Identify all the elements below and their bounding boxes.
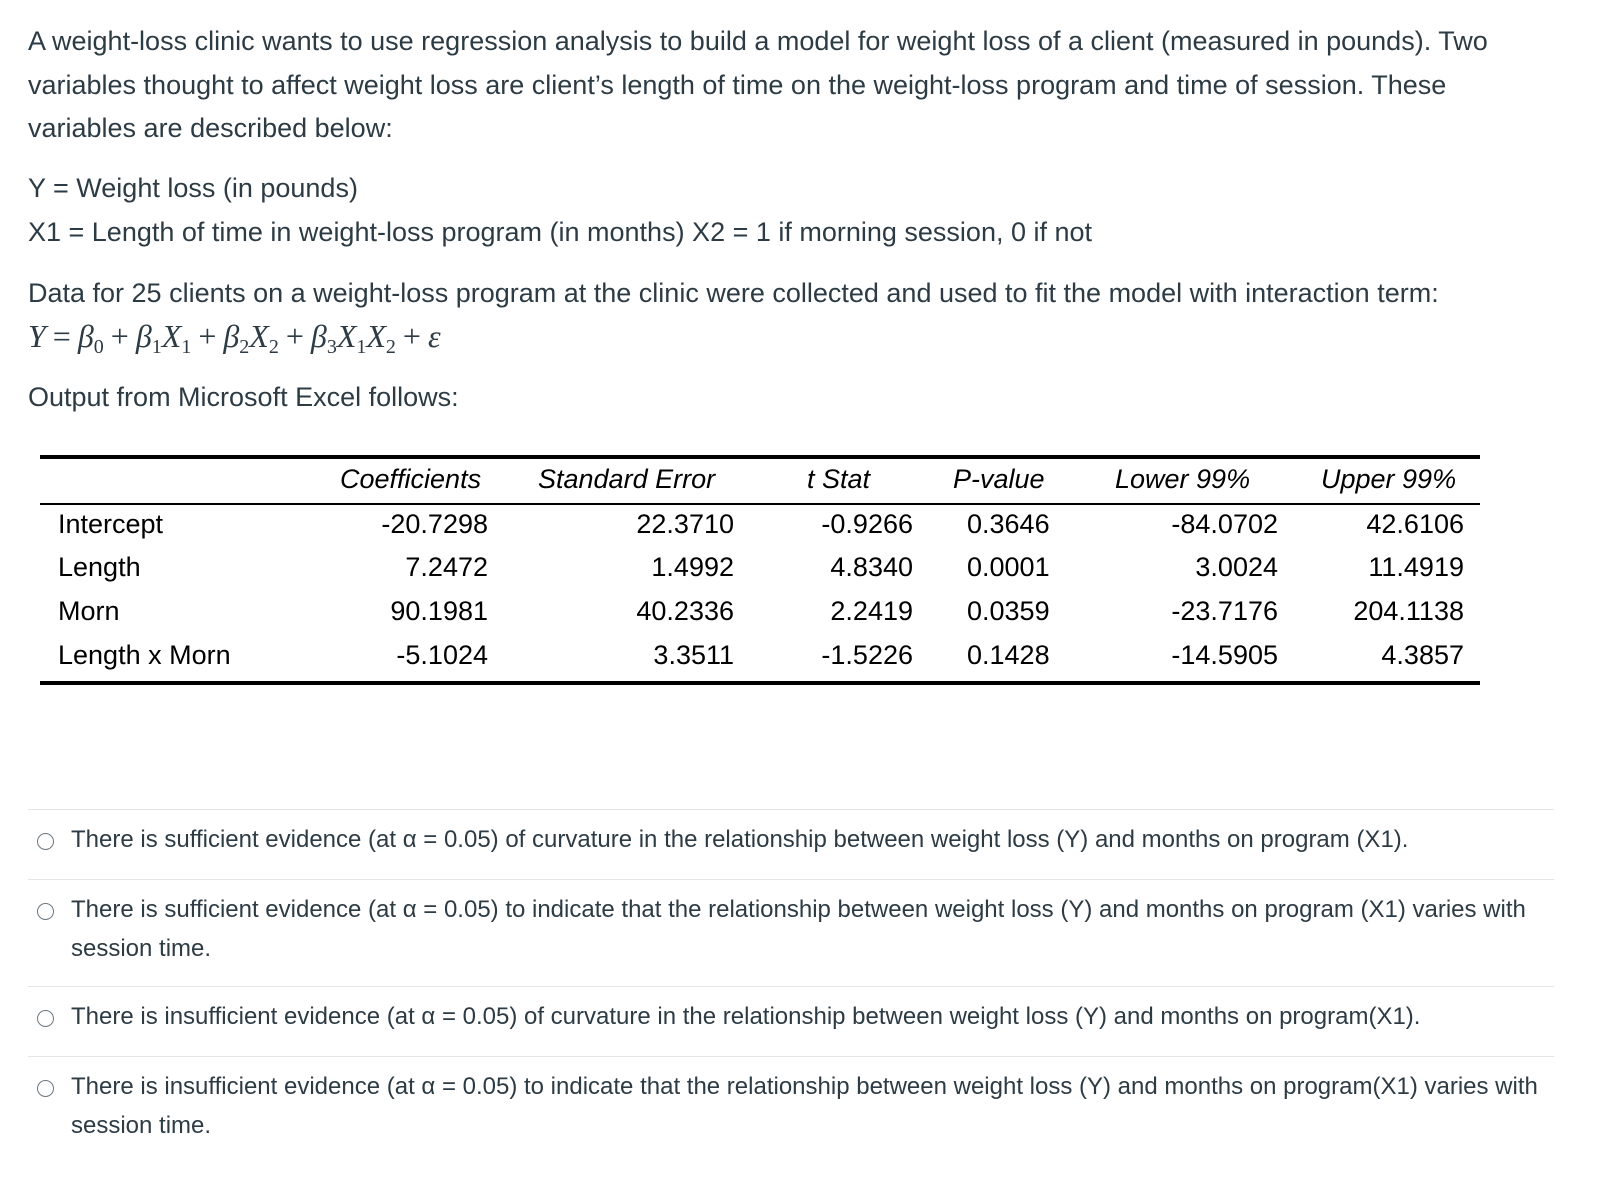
header-standard-error: Standard Error bbox=[538, 464, 716, 494]
cell-se: 22.3710 bbox=[636, 509, 734, 539]
cell-t: -0.9266 bbox=[821, 509, 913, 539]
regression-output-table bbox=[40, 455, 1480, 685]
cell-t: 4.8340 bbox=[830, 552, 913, 582]
cell-lower: -84.0702 bbox=[1171, 509, 1278, 539]
row-label-intercept: Intercept bbox=[58, 509, 164, 539]
option-divider bbox=[28, 1056, 1554, 1057]
option-divider bbox=[28, 809, 1554, 810]
table-rule-top bbox=[40, 455, 1480, 459]
output-intro: Output from Microsoft Excel follows: bbox=[28, 382, 459, 412]
variable-y: Y = Weight loss (in pounds) bbox=[28, 173, 358, 203]
cell-coef: 90.1981 bbox=[390, 596, 488, 626]
cell-p: 0.3646 bbox=[967, 509, 1050, 539]
cell-p: 0.1428 bbox=[967, 640, 1050, 670]
question-intro: A weight-loss clinic wants to use regression analysis to build a model for weight loss of a client (measured in pounds). Two variables thought to affect weight loss are client’s length of time on the weight-loss program and time of session. These variables are described below: bbox=[28, 26, 1488, 143]
header-p-value: P-value bbox=[953, 464, 1045, 494]
answer-option-text: There is sufficient evidence (at α = 0.05) of curvature in the relationship between weight loss (Y) and months on program (X1). bbox=[71, 826, 1409, 853]
cell-t: 2.2419 bbox=[830, 596, 913, 626]
radio-button[interactable] bbox=[37, 1080, 54, 1097]
answer-option-text: There is insufficient evidence (at α = 0.05) of curvature in the relationship between weight loss (Y) and months on program(X1). bbox=[71, 1003, 1421, 1030]
cell-upper: 11.4919 bbox=[1368, 552, 1464, 582]
row-label-morn: Morn bbox=[58, 596, 120, 626]
variable-definitions bbox=[28, 167, 1558, 254]
cell-se: 40.2336 bbox=[636, 596, 734, 626]
header-upper-99: Upper 99% bbox=[1321, 464, 1457, 494]
cell-upper: 204.1138 bbox=[1353, 596, 1464, 626]
cell-coef: -5.1024 bbox=[396, 640, 488, 670]
cell-upper: 4.3857 bbox=[1381, 640, 1464, 670]
row-label-length-x-morn: Length x Morn bbox=[58, 640, 231, 670]
table-rule-header bbox=[40, 503, 1480, 505]
cell-p: 0.0359 bbox=[967, 596, 1050, 626]
cell-p: 0.0001 bbox=[967, 552, 1050, 582]
cell-upper: 42.6106 bbox=[1366, 509, 1464, 539]
cell-coef: 7.2472 bbox=[405, 552, 488, 582]
cell-t: -1.5226 bbox=[821, 640, 913, 670]
cell-lower: 3.0024 bbox=[1195, 552, 1278, 582]
table-rule-bottom bbox=[40, 681, 1480, 685]
header-lower-99: Lower 99% bbox=[1115, 464, 1251, 494]
radio-button[interactable] bbox=[37, 903, 54, 920]
cell-se: 3.3511 bbox=[653, 640, 734, 670]
cell-lower: -23.7176 bbox=[1171, 596, 1278, 626]
cell-se: 1.4992 bbox=[651, 552, 734, 582]
cell-coef: -20.7298 bbox=[381, 509, 488, 539]
header-t-stat: t Stat bbox=[807, 464, 871, 494]
data-description: Data for 25 clients on a weight-loss program at the clinic were collected and used to fit the model with interaction term: bbox=[28, 278, 1439, 308]
option-divider bbox=[28, 986, 1554, 987]
regression-equation: $Y = \beta_0 + \beta_1X_1 + \beta_2X_2 + \beta_3X_1X_2 + \varepsilon$ bbox=[28, 318, 441, 358]
answer-option-text: There is insufficient evidence (at α = 0.05) to indicate that the relationship between weight loss (Y) and months on program(X1) varies with session time. bbox=[71, 1073, 1538, 1139]
radio-button[interactable] bbox=[37, 833, 54, 850]
variable-x: X1 = Length of time in weight-loss program (in months) X2 = 1 if morning session, 0 if not bbox=[28, 216, 1093, 247]
header-coefficients: Coefficients bbox=[340, 464, 482, 494]
radio-button[interactable] bbox=[37, 1010, 54, 1027]
answer-option-text: There is sufficient evidence (at α = 0.05) to indicate that the relationship between weight loss (Y) and months on program (X1) varies with session time. bbox=[71, 896, 1526, 962]
option-divider bbox=[28, 879, 1554, 880]
cell-lower: -14.5905 bbox=[1171, 640, 1278, 670]
row-label-length: Length bbox=[58, 552, 141, 582]
